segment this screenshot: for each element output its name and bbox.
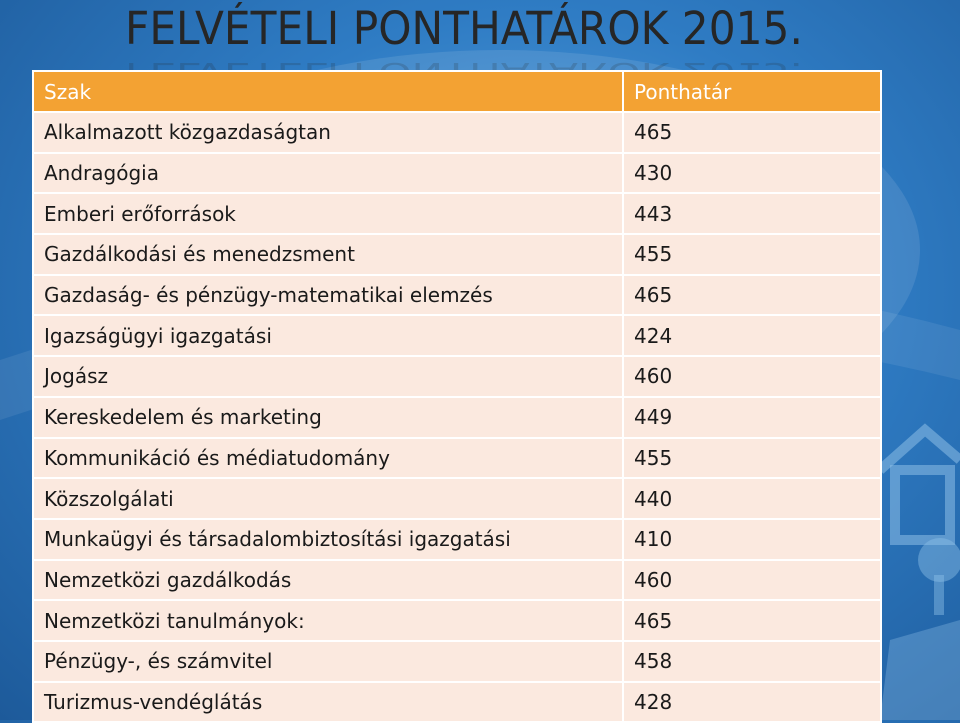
table-row bbox=[33, 519, 881, 560]
cell-ponthatar: 443 bbox=[623, 193, 881, 234]
table-row bbox=[33, 356, 881, 397]
table-row bbox=[33, 641, 881, 682]
cell-ponthatar: 460 bbox=[623, 560, 881, 601]
cell-szak: Gazdálkodási és menedzsment bbox=[33, 234, 623, 275]
ponthatar-table bbox=[32, 70, 882, 723]
house-decor-icon bbox=[880, 430, 960, 540]
cell-ponthatar: 455 bbox=[623, 234, 881, 275]
cell-szak: Nemzetközi tanulmányok: bbox=[33, 600, 623, 641]
table-row bbox=[33, 193, 881, 234]
cell-szak: Pénzügy-, és számvitel bbox=[33, 641, 623, 682]
cell-ponthatar: 465 bbox=[623, 600, 881, 641]
table-header-row bbox=[33, 71, 881, 112]
table-body bbox=[33, 112, 881, 722]
table-row bbox=[33, 478, 881, 519]
table-row bbox=[33, 600, 881, 641]
table-row bbox=[33, 234, 881, 275]
cell-ponthatar: 460 bbox=[623, 356, 881, 397]
cell-ponthatar: 430 bbox=[623, 153, 881, 194]
cell-ponthatar: 449 bbox=[623, 397, 881, 438]
table-row bbox=[33, 315, 881, 356]
cell-szak: Emberi erőforrások bbox=[33, 193, 623, 234]
ponthatar-table-container bbox=[32, 70, 880, 723]
cell-szak: Gazdaság- és pénzügy-matematikai elemzés bbox=[33, 275, 623, 316]
cell-ponthatar: 465 bbox=[623, 112, 881, 153]
cell-szak: Andragógia bbox=[33, 153, 623, 194]
cell-ponthatar: 424 bbox=[623, 315, 881, 356]
cell-szak: Munkaügyi és társadalombiztosítási igazgatási bbox=[33, 519, 623, 560]
table-row bbox=[33, 275, 881, 316]
cell-szak: Kereskedelem és marketing bbox=[33, 397, 623, 438]
table-row bbox=[33, 438, 881, 479]
cell-szak: Kommunikáció és médiatudomány bbox=[33, 438, 623, 479]
cell-ponthatar: 465 bbox=[623, 275, 881, 316]
table-row bbox=[33, 560, 881, 601]
header-ponthatar: Ponthatár bbox=[623, 71, 881, 112]
cell-szak: Alkalmazott közgazdaságtan bbox=[33, 112, 623, 153]
header-szak: Szak bbox=[33, 71, 623, 112]
cell-ponthatar: 428 bbox=[623, 682, 881, 723]
tree-decor-icon bbox=[880, 538, 960, 720]
cell-szak: Jogász bbox=[33, 356, 623, 397]
table-row bbox=[33, 153, 881, 194]
cell-szak: Közszolgálati bbox=[33, 478, 623, 519]
cell-ponthatar: 455 bbox=[623, 438, 881, 479]
page-title: FELVÉTELI PONTHATÁROK 2015. bbox=[125, 2, 803, 55]
cell-ponthatar: 458 bbox=[623, 641, 881, 682]
cell-szak: Turizmus-vendéglátás bbox=[33, 682, 623, 723]
table-row bbox=[33, 112, 881, 153]
table-row bbox=[33, 682, 881, 723]
table-row bbox=[33, 397, 881, 438]
cell-szak: Nemzetközi gazdálkodás bbox=[33, 560, 623, 601]
cell-szak: Igazságügyi igazgatási bbox=[33, 315, 623, 356]
cell-ponthatar: 440 bbox=[623, 478, 881, 519]
cell-ponthatar: 410 bbox=[623, 519, 881, 560]
